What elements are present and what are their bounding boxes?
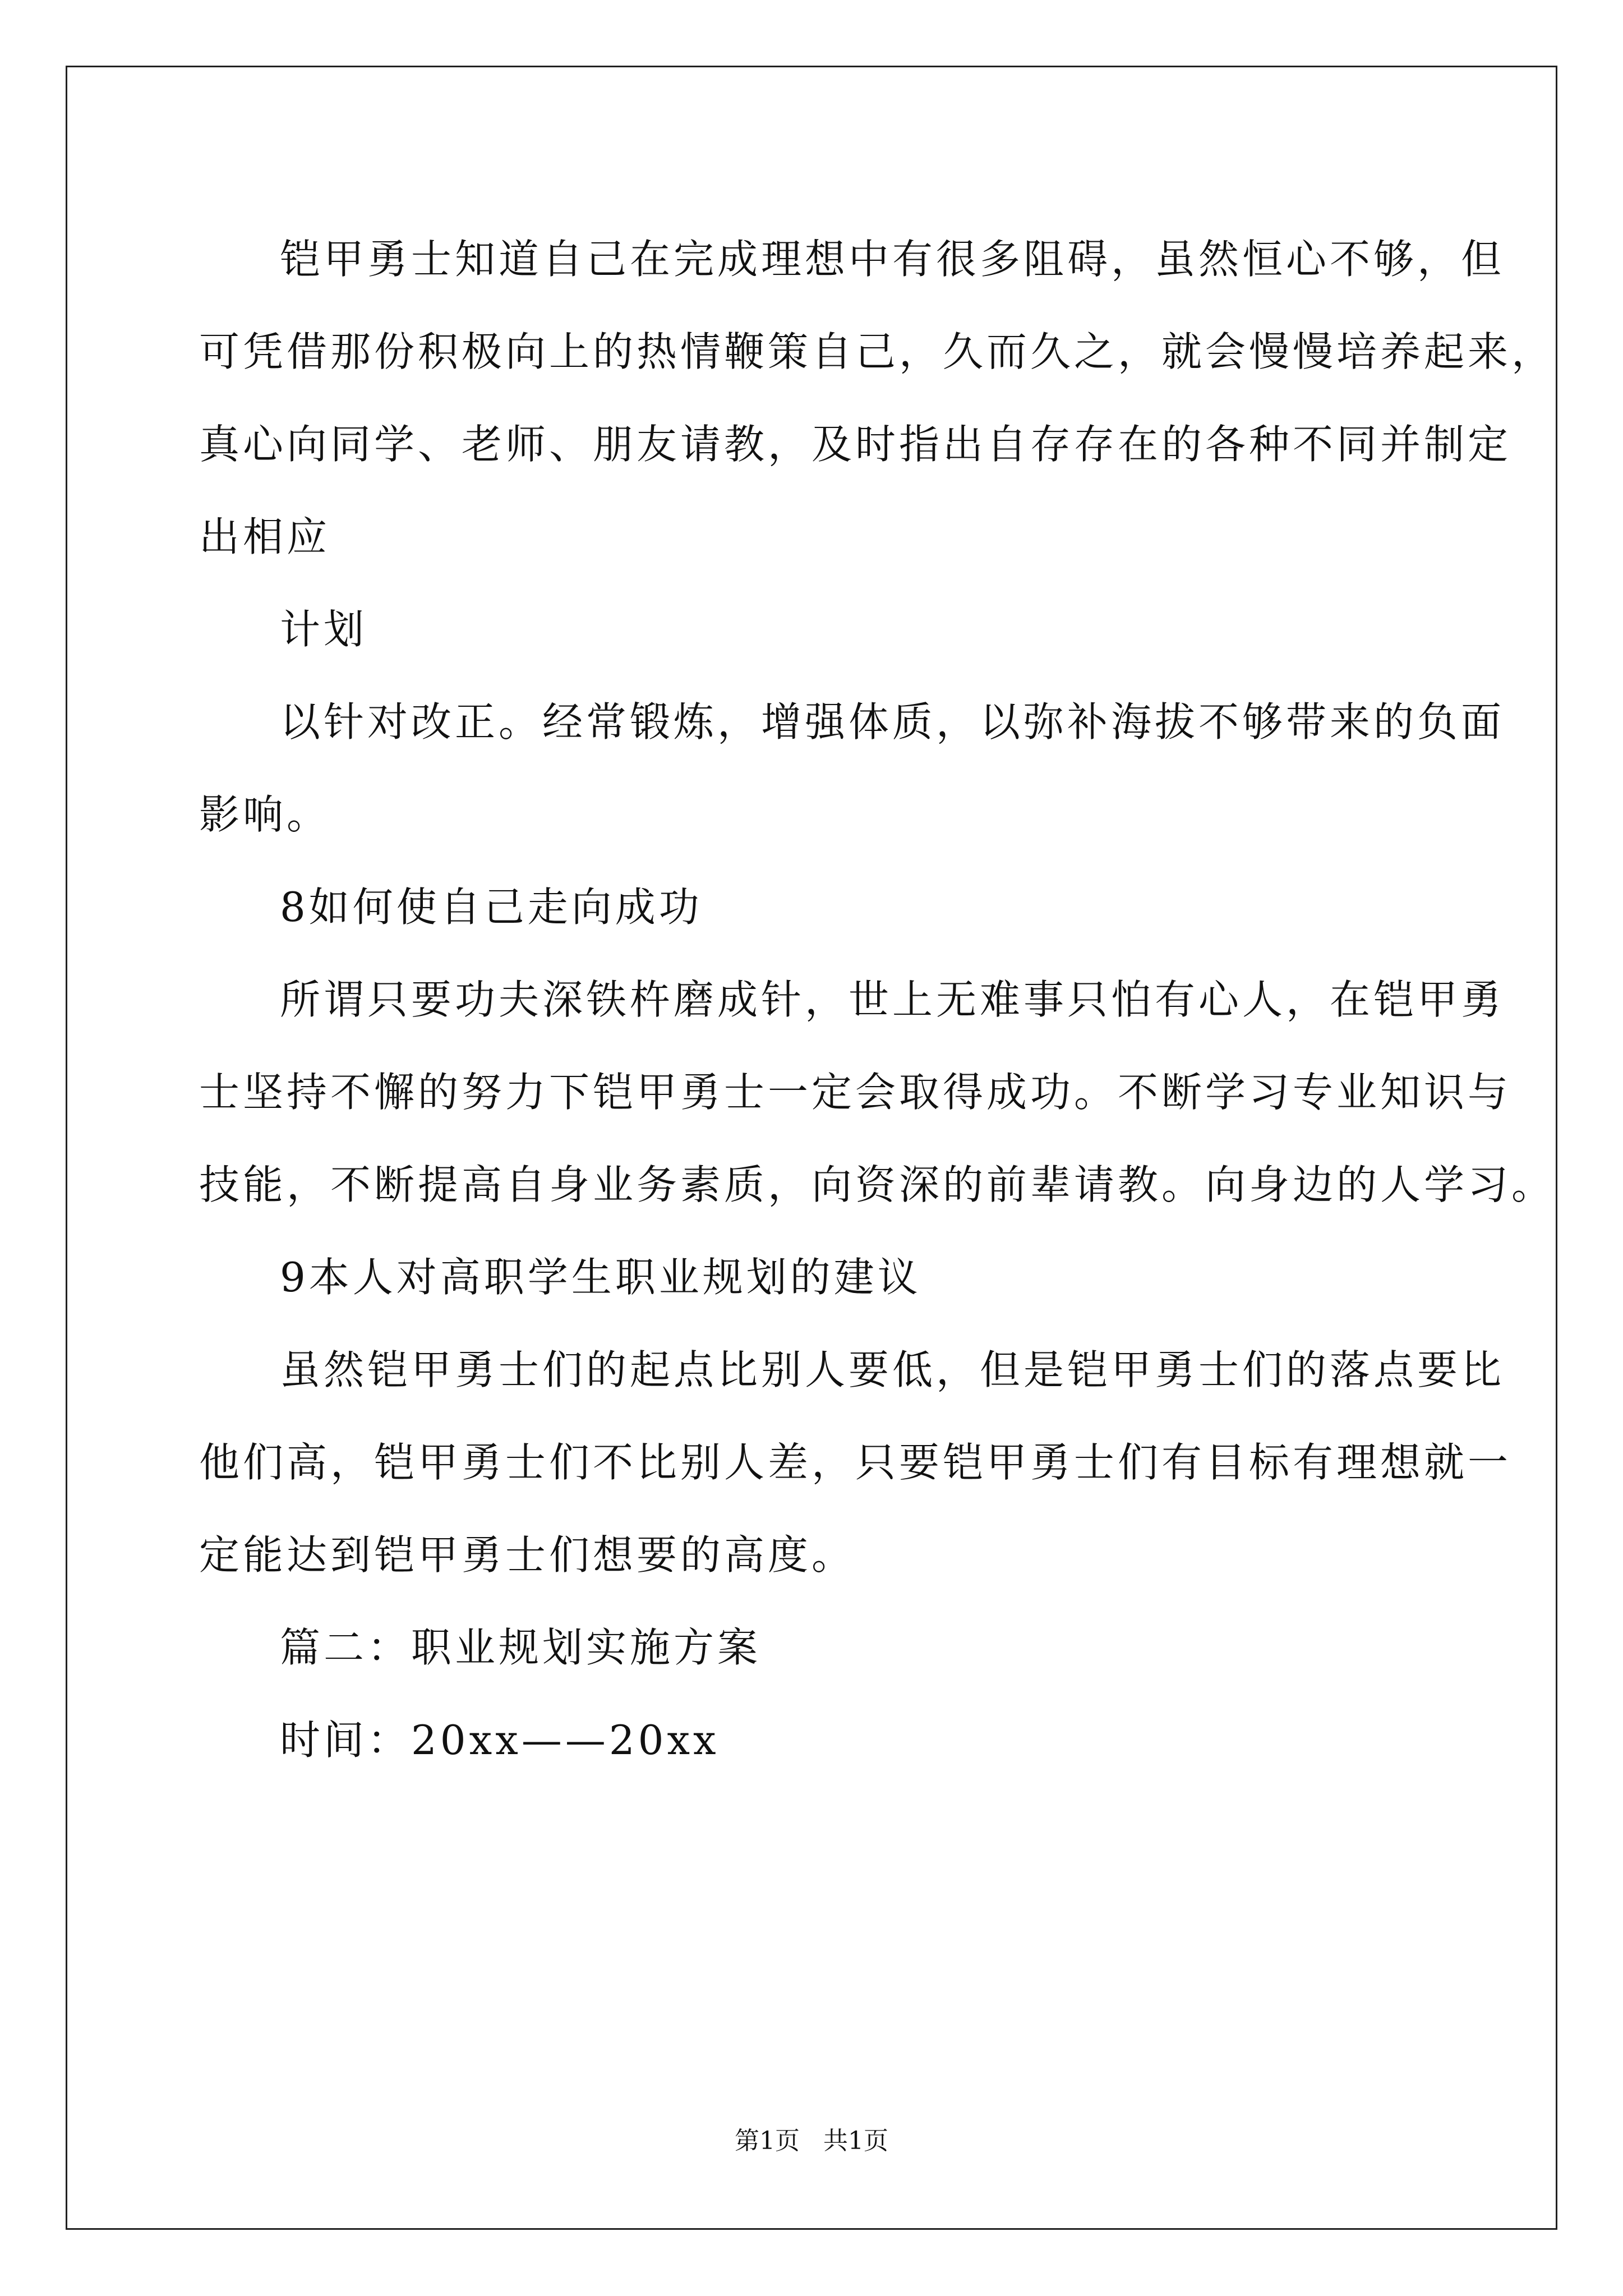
text-line: 以针对改正。经常锻炼，增强体质，以弥补海拔不够带来的负面 xyxy=(280,698,1505,746)
text-line: 时间：20xx——20xx xyxy=(280,1717,720,1764)
text-line: 他们高，铠甲勇士们不比别人差，只要铠甲勇士们有目标有理想就一 xyxy=(199,1439,1512,1486)
text-line: 士坚持不懈的努力下铠甲勇士一定会取得成功。不断学习专业知识与 xyxy=(199,1069,1512,1116)
section-heading xyxy=(199,1231,1433,1324)
text-line: 计划 xyxy=(280,606,368,653)
text-line: 出相应 xyxy=(199,513,331,560)
text-line: 8如何使自己走向成功 xyxy=(280,884,703,931)
text-line: 技能，不断提高自身业务素质，向资深的前辈请教。向身边的人学习。 xyxy=(199,1161,1556,1208)
text-line: 影响。 xyxy=(199,791,331,838)
paragraph xyxy=(199,1694,1433,1787)
paragraph xyxy=(199,213,1556,583)
section-heading xyxy=(199,861,1433,954)
text-line: 所谓只要功夫深铁杵磨成针，世上无难事只怕有心人，在铠甲勇 xyxy=(280,976,1505,1023)
paragraph xyxy=(199,954,1556,1231)
section-heading xyxy=(199,1602,1433,1694)
text-line: 虽然铠甲勇士们的起点比别人要低，但是铠甲勇士们的落点要比 xyxy=(280,1346,1505,1393)
text-line: 真心向同学、老师、朋友请教，及时指出自存存在的各种不同并制定 xyxy=(199,421,1512,468)
page-number-footer: 第1页 共1页 xyxy=(735,2127,888,2155)
text-line: 可凭借那份积极向上的热情鞭策自己，久而久之，就会慢慢培养起来， xyxy=(199,328,1556,375)
paragraph xyxy=(199,583,1433,676)
document-body xyxy=(199,213,1556,1787)
paragraph xyxy=(199,676,1505,861)
text-line: 铠甲勇士知道自己在完成理想中有很多阻碍，虽然恒心不够，但 xyxy=(280,236,1505,283)
paragraph xyxy=(199,1324,1512,1602)
text-line: 定能达到铠甲勇士们想要的高度。 xyxy=(199,1531,856,1579)
text-line: 篇二：职业规划实施方案 xyxy=(280,1624,762,1671)
text-line: 9本人对高职学生职业规划的建议 xyxy=(280,1254,921,1301)
